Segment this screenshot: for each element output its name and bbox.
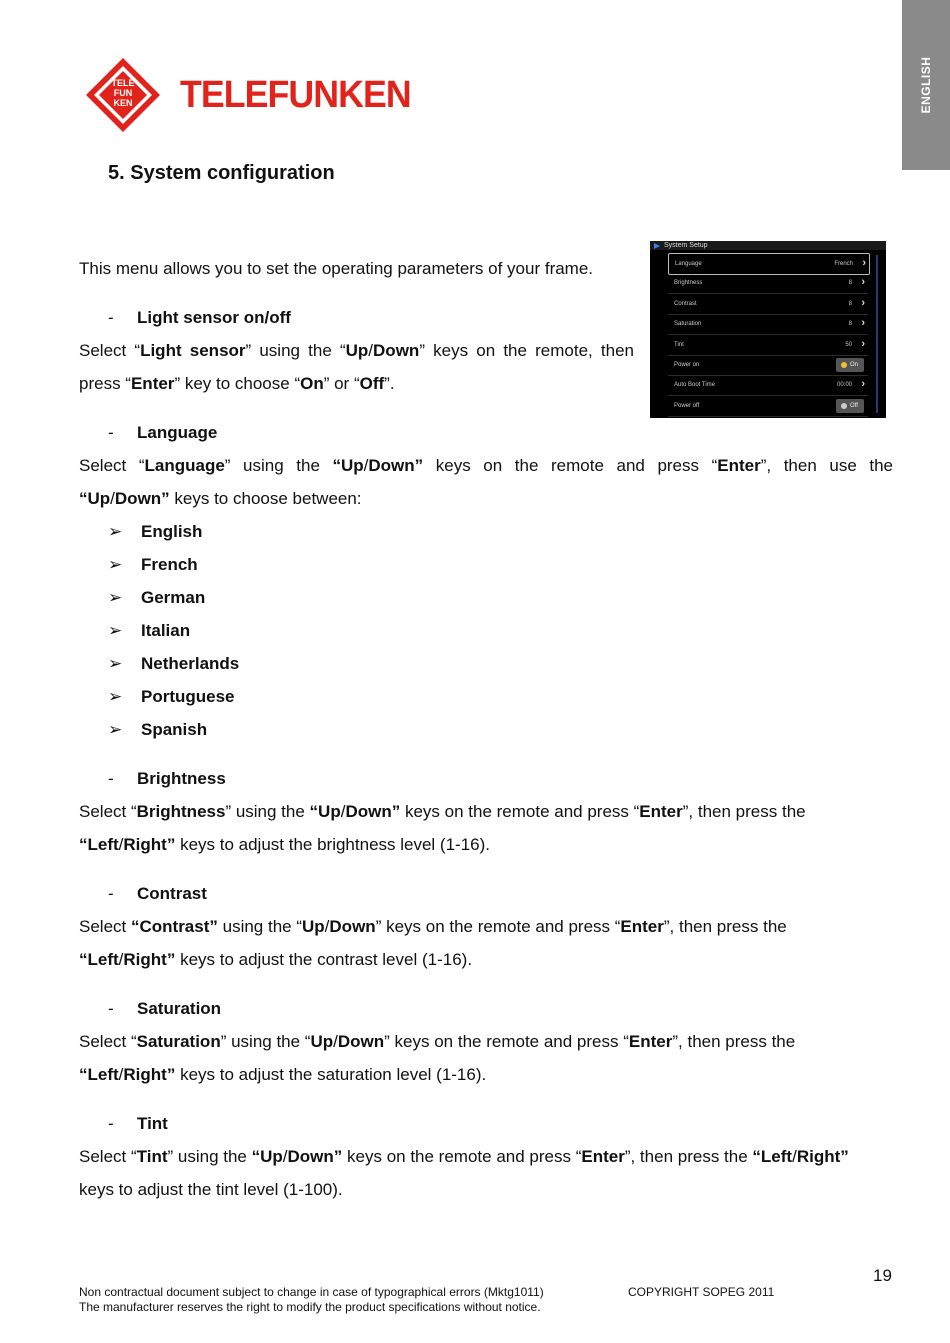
chevron-right-icon: › [861,317,865,330]
light-sensor-line-1: Select “Light sensor” using the “Up/Down” keys on the remote, then [79,341,635,360]
heading-text: Language [137,423,218,442]
language-option [108,548,198,581]
language-option [108,581,205,614]
light-sensor-line-2: press “Enter” key to choose “On” or “Off”. [79,374,395,393]
chevron-right-icon: › [861,378,865,391]
setup-row [668,396,868,417]
telefunken-logo-badge [84,56,162,134]
setup-toggle-button [836,358,864,372]
arrow-bullet-icon: ➢ [108,555,123,574]
toggle-dot-icon [841,403,847,409]
saturation-line-1: Select “Saturation” using the “Up/Down” keys on the remote and press “Enter”, then press the [79,1032,796,1051]
language-option-label: Netherlands [141,654,240,673]
page-number: 19 [873,1266,892,1285]
heading-text: Saturation [137,999,222,1018]
brightness-heading [108,762,226,795]
chevron-right-icon: › [861,276,865,289]
setup-row-label: Tint [674,341,684,348]
heading-text: Contrast [137,884,207,903]
tint-line-2: keys to adjust the tint level (1-100). [79,1180,343,1199]
arrow-bullet-icon: ➢ [108,621,123,640]
language-option-label: German [141,588,206,607]
saturation-line-2: “Left/Right” keys to adjust the saturation level (1-16). [79,1065,487,1084]
brightness-line-2: “Left/Right” keys to adjust the brightness level (1-16). [79,835,491,854]
saturation-heading [108,992,221,1025]
language-tab-label: ENGLISH [919,56,933,114]
arrow-bullet-icon: ➢ [108,588,123,607]
bullet-dash: - [108,884,114,903]
tint-line-1: Select “Tint” using the “Up/Down” keys on the remote and press “Enter”, then press the “Left/Right” [79,1147,849,1166]
language-option [108,647,239,680]
heading-text: Tint [137,1114,168,1133]
setup-row [668,314,868,335]
setup-row-label: Brightness [674,280,703,287]
system-setup-screenshot [650,241,886,418]
toggle-label: Off [850,402,858,409]
language-option-label: Portuguese [141,687,235,706]
section-title: 5. System configuration [108,162,335,184]
setup-row-value: French [834,261,853,267]
setup-row-label: Power off [674,402,700,409]
chevron-right-icon: › [861,337,865,350]
chevron-right-icon: › [862,257,866,269]
language-option [108,713,207,746]
setup-row-value: 8 [848,280,852,287]
play-icon [654,243,660,249]
contrast-line-1: Select “Contrast” using the “Up/Down” keys on the remote and press “Enter”, then press the [79,917,787,936]
setup-row [668,294,868,315]
toggle-dot-icon [841,362,847,368]
arrow-bullet-icon: ➢ [108,522,123,541]
setup-toggle-button [836,399,864,413]
setup-row [668,253,870,275]
toggle-label: On [850,362,859,368]
language-option [108,515,202,548]
contrast-heading [108,877,207,910]
setup-row [668,335,868,356]
language-line-1: Select “Language” using the “Up/Down” keys on the remote and press “Enter”, then use the [79,456,893,475]
screen-title: System Setup [664,242,708,249]
logo-badge-line: TELE [111,78,135,88]
arrow-bullet-icon: ➢ [108,687,123,706]
telefunken-wordmark: TELEFUNKEN [180,74,411,116]
setup-row [668,273,868,294]
setup-row-value: 8 [848,321,852,328]
language-tab [902,0,950,170]
heading-text: Light sensor on/off [137,308,291,327]
screen-scrollbar [876,255,878,413]
setup-row-label: Saturation [674,321,702,328]
intro-text: This menu allows you to set the operating parameters of your frame. [79,259,594,278]
bullet-dash: - [108,308,114,327]
setup-row-value: 00:00 [836,382,852,389]
bullet-dash: - [108,999,114,1018]
setup-row-value: 8 [848,300,852,307]
setup-row-value: 50 [845,341,852,348]
chevron-right-icon: › [861,296,865,309]
language-option [108,614,190,647]
heading-text: Brightness [137,769,226,788]
arrow-bullet-icon: ➢ [108,654,123,673]
footer-line: The manufacturer reserves the right to modify the product specifications without notice. [79,1300,541,1314]
brightness-line-1: Select “Brightness” using the “Up/Down” keys on the remote and press “Enter”, then press the [79,802,806,821]
arrow-bullet-icon: ➢ [108,720,123,739]
setup-row-label: Language [675,261,702,267]
footer-disclaimer [79,1285,544,1315]
language-option-label: Italian [141,621,191,640]
bullet-dash: - [108,423,114,442]
logo-badge-line: FUN [113,88,133,98]
copyright: COPYRIGHT SOPEG 2011 [628,1285,775,1299]
light-sensor-heading [108,301,291,334]
setup-row-label: Auto Boot Time [674,382,716,389]
contrast-line-2: “Left/Right” keys to adjust the contrast level (1-16). [79,950,473,969]
tint-heading [108,1107,168,1140]
setup-row-label: Contrast [674,300,697,307]
setup-row [668,375,868,396]
setup-row [668,355,868,376]
language-option-label: English [141,522,203,541]
language-line-2: “Up/Down” keys to choose between: [79,489,362,508]
language-option-label: French [141,555,198,574]
language-heading [108,416,217,449]
language-option-label: Spanish [141,720,208,739]
language-option [108,680,235,713]
bullet-dash: - [108,769,114,788]
footer-line: Non contractual document subject to change in case of typographical errors (Mktg1011) [79,1285,544,1299]
bullet-dash: - [108,1114,114,1133]
logo-badge-line: KEN [113,98,133,108]
setup-row-label: Power on [674,362,700,368]
